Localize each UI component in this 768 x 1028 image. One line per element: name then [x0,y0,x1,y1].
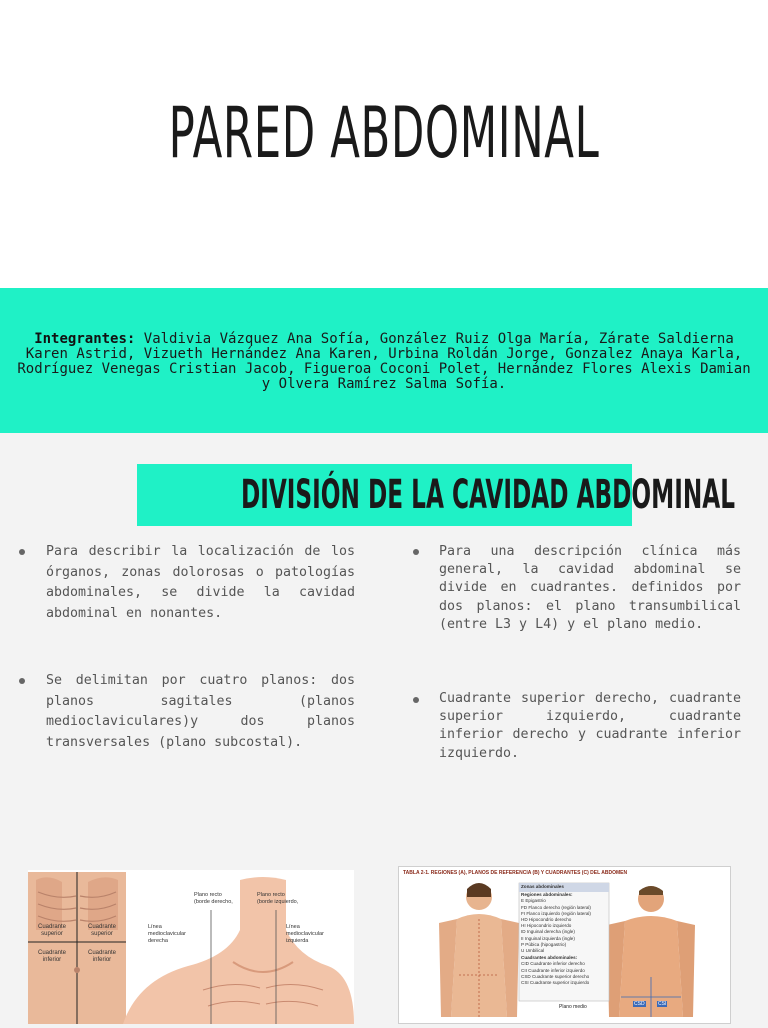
svg-text:(borde izquierdo,: (borde izquierdo, [257,899,299,905]
legend-regions-title: Regiones abdominales: [521,892,573,898]
bullet-dot [413,549,419,555]
bullet-dot [19,549,25,555]
legend-title: Zonas abdominales [521,884,564,889]
svg-text:derecha: derecha [148,938,168,944]
tag-csd: CSD [634,1001,645,1007]
page-title: PARED ABDOMINAL [168,92,600,174]
members-label: Integrantes: [34,331,136,347]
svg-text:Cuadrante: Cuadrante [37,924,67,930]
svg-text:Plano recto: Plano recto [194,892,222,898]
svg-text:Cuadrante: Cuadrante [87,950,117,956]
right-bullet-2: Cuadrante superior derecho, cuadrante superior izquierdo, cuadrante inferior derecho y cuadrante inferior izquierdo. [439,691,741,761]
bullet-dot [413,697,419,703]
svg-text:(borde derecho,: (borde derecho, [194,899,233,905]
svg-text:izquierda: izquierda [286,938,309,944]
svg-text:medioclavicular: medioclavicular [148,931,186,937]
left-bullet-2: Se delimitan por cuatro planos: dos planos sagitales (planos medioclaviculares)y dos planos transversales (plano subcostal). [46,673,355,750]
legend-box [521,884,608,986]
members-names: Valdivia Vázquez Ana Sofía, González Ruiz Olga María, Zárate Saldierna Karen Astrid, Vizueth Hernández Ana Karen, Urbina Roldán Jorge, Gonzalez Anaya Karla, Rodríguez Venegas Cristian Jacob, Figueroa Coconi Polet, Hernández Flores Alexis Damian y Olvera Ramírez Salma Sofía. [17,331,751,392]
legend-quadrant: CSD Cuadrante superior derecho [521,973,590,979]
legend-region: FD Flanco derecho (región lateral) [521,904,591,910]
legend-region: E Epigastrio [521,898,546,904]
svg-text:inferior: inferior [42,957,62,963]
anatomy-illustration [28,870,354,1024]
svg-text:Plano recto: Plano recto [257,892,285,898]
legend-quadrant: CII Cuadrante inferior izquierdo [521,967,585,973]
legend-region: HD Hipocondrio derecho [521,917,572,923]
bullet-dot [19,678,25,684]
legend-quadrant: CSI Cuadrante superior izquierdo [521,980,590,986]
legend-region: ID Inguinal derecha (ingle) [521,929,575,935]
legend-region: II Inguinal izquierda (ingle) [521,935,575,941]
legend-region: U Umbilical [521,948,545,954]
left-bullet-1: Para describir la localización de los órganos, zonas dolorosas o patologías abdominales, se divide la cavidad abdominal en nonantes. [46,544,355,621]
svg-text:Línea: Línea [148,924,162,930]
figure-anatomy-right [398,866,731,1024]
svg-text:Cuadrante: Cuadrante [87,924,117,930]
section-heading-box [137,464,736,526]
legend-region: HI Hipocondrio izquierdo [521,923,572,929]
svg-text:Línea: Línea [286,924,300,930]
svg-text:inferior: inferior [92,957,112,963]
figure-header: TABLA 2-1. REGIONES (A), PLANOS DE REFERENCIA (B) Y CUADRANTES (C) DEL ABDOMEN [403,870,628,876]
plane-label: Plano medio [559,1004,587,1010]
svg-text:Cuadrante: Cuadrante [37,950,67,956]
legend-quadrants-title: Cuadrantes abdominales: [521,955,578,961]
tag-csi: CSI [658,1001,667,1007]
right-bullet-1: Para una descripción clínica más general, la cavidad abdominal se divide en cuadrantes. definidos por dos planos: el plano transumbilical (entre L3 y L4) y el plano medio. [439,544,741,632]
section-heading: DIVISIÓN DE LA CAVIDAD ABDOMINAL [240,472,736,518]
svg-text:superior: superior [41,931,63,937]
svg-text:superior: superior [91,931,113,937]
legend-region: P Púbica (hipogastrio) [521,941,567,947]
figure-anatomy-left [28,870,354,1024]
legend-quadrant: CID Cuadrante inferior derecho [521,961,585,967]
svg-text:medioclavicular: medioclavicular [286,931,324,937]
members-paragraph [12,332,756,392]
legend-region: FI Flanco izquierdo (región lateral) [521,910,591,916]
